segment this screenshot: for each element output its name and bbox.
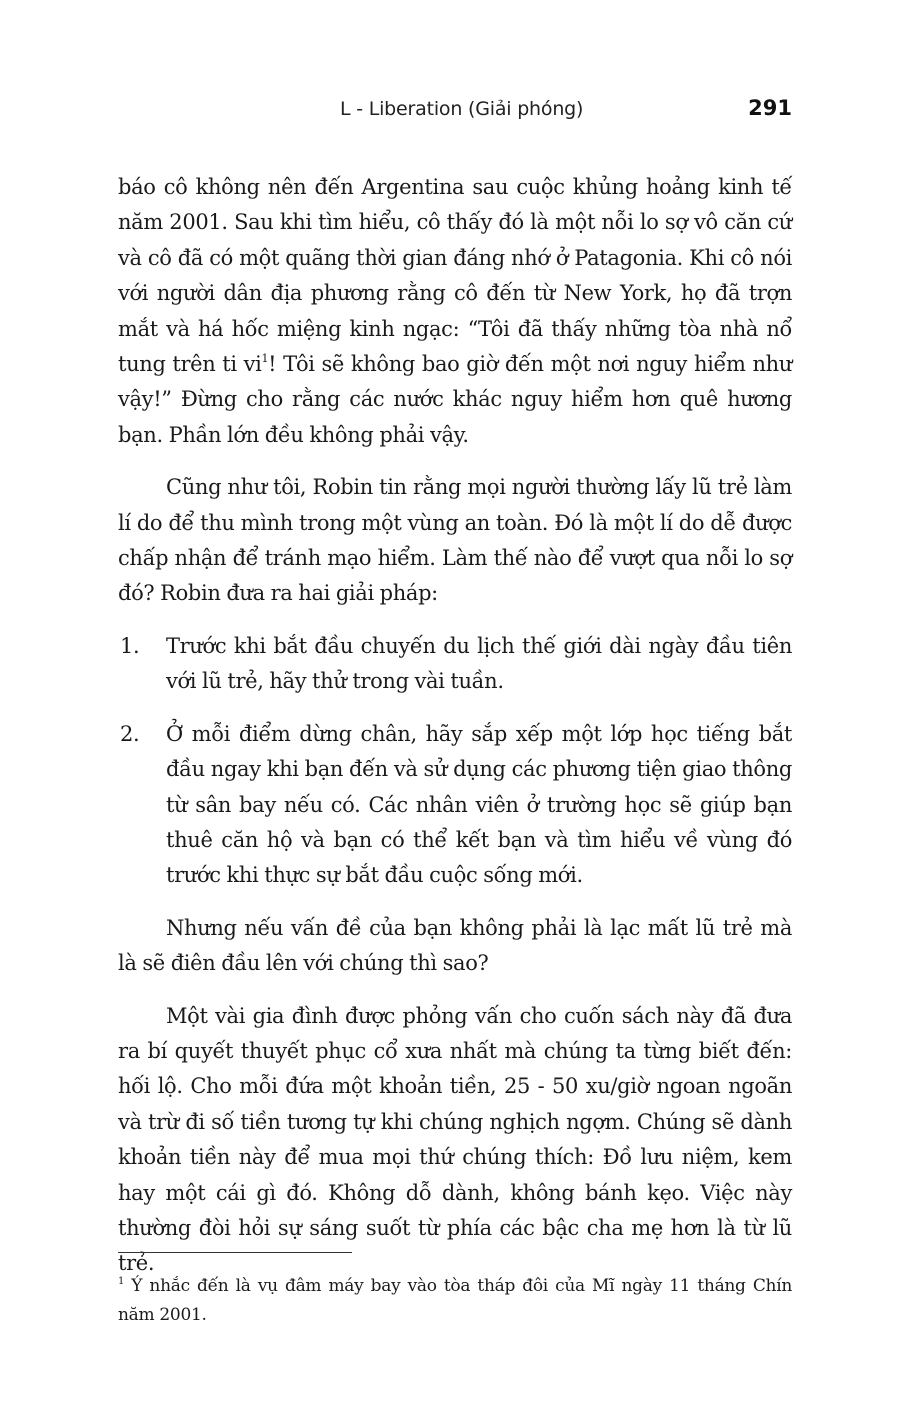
body-text: [118, 170, 792, 1299]
paragraph: Một vài gia đình được phỏng vấn cho cuốn sách này đã đưa ra bí quyết thuyết phục cổ xưa nhất mà chúng ta từng biết đến: hối lộ. Cho mỗi đứa một khoản tiền, 25 - 50 xu/giờ ngoan ngoãn và trừ đi số tiền tương tự khi chúng nghịch ngợm. Chúng sẽ dành khoản tiền này để mua mọi thứ chúng thích: Đồ lưu niệm, kem hay một cái gì đó. Không dỗ dành, không bánh kẹo. Việc này thường đòi hỏi sự sáng suốt từ phía các bậc cha mẹ hơn là từ lũ trẻ.: [118, 1003, 792, 1276]
list-item: [118, 717, 792, 894]
paragraph: Nhưng nếu vấn đề của bạn không phải là lạc mất lũ trẻ mà là sẽ điên đầu lên với chúng thì sao?: [118, 915, 792, 976]
list-item-text: Ở mỗi điểm dừng chân, hãy sắp xếp một lớp học tiếng bắt đầu ngay khi bạn đến và sử dụng các phương tiện giao thông từ sân bay nếu có. Các nhân viên ở trường học sẽ giúp bạn thuê căn hộ và bạn có thể kết bạn và tìm hiểu về vùng đó trước khi thực sự bắt đầu cuộc sống mới.: [166, 721, 792, 888]
footnote-reference: 1: [261, 352, 269, 366]
page-number: 291: [748, 96, 792, 120]
list-item-text: Trước khi bắt đầu chuyến du lịch thế giới dài ngày đầu tiên với lũ trẻ, hãy thử trong vài tuần.: [166, 633, 792, 694]
footnote-divider: [118, 1252, 352, 1253]
paragraph: [118, 170, 792, 453]
running-header: [118, 96, 792, 128]
paragraph-text: báo cô không nên đến Argentina sau cuộc khủng hoảng kinh tế năm 2001. Sau khi tìm hiểu, cô thấy đó là một nỗi lo sợ vô căn cứ và cô đã có một quãng thời gian đáng nhớ ở Patagonia. Khi cô nói với người dân địa phương rằng cô đến từ New York, họ đã trợn mắt và há hốc miệng kinh ngạc: “Tôi đã thấy những tòa nhà nổ tung trên ti vi: [118, 175, 792, 377]
numbered-list: [118, 629, 792, 894]
paragraph: Cũng như tôi, Robin tin rằng mọi người thường lấy lũ trẻ làm lí do để thu mình trong một vùng an toàn. Đó là một lí do dễ được chấp nhận để tránh mạo hiểm. Làm thế nào để vượt qua nỗi lo sợ đó? Robin đưa ra hai giải pháp:: [118, 475, 792, 606]
footnote-text: Ý nhắc đến là vụ đâm máy bay vào tòa tháp đôi của Mĩ ngày 11 tháng Chín năm 2001.: [118, 1276, 792, 1325]
footnote-marker: 1: [118, 1276, 125, 1287]
list-number: 1.: [120, 633, 140, 658]
footnote: [118, 1272, 792, 1330]
paragraph-text: ! Tôi sẽ không bao giờ đến một nơi nguy hiểm như vậy!” Đừng cho rằng các nước khác nguy hiểm hơn quê hương bạn. Phần lớn đều không phải vậy.: [118, 352, 793, 447]
list-item: [118, 629, 792, 700]
running-title: L - Liberation (Giải phóng): [340, 98, 584, 120]
list-number: 2.: [120, 721, 140, 746]
